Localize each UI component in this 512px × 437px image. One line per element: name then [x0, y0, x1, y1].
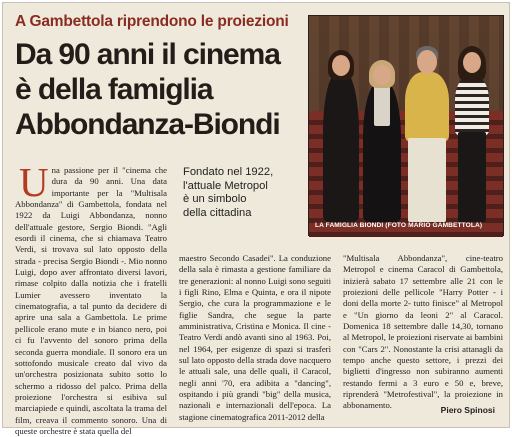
pull-quote	[183, 166, 303, 220]
kicker: A Gambettola riprendono le proiezioni	[15, 13, 289, 30]
photo-person	[323, 72, 359, 222]
pull-quote-line: Fondato nel 1922,	[183, 166, 274, 178]
photo-caption: LA FAMIGLIA BIONDI (FOTO MARIO GAMBETTOLA)	[315, 222, 483, 229]
pull-quote-line: l'attuale Metropol	[183, 179, 268, 192]
pull-quote-line: della cittadina	[183, 206, 252, 219]
photo-person-trousers	[458, 132, 486, 222]
headline-line: Abbondanza-Biondi	[15, 108, 280, 141]
photo-person	[405, 72, 449, 142]
headline-line: Da 90 anni il cinema	[15, 38, 280, 71]
drop-cap: U	[19, 159, 49, 205]
article-column-2	[179, 253, 331, 423]
family-photo	[308, 15, 504, 236]
photo-person-trousers	[408, 138, 446, 222]
photo-person-head	[373, 65, 391, 85]
headline	[15, 37, 309, 142]
author-signature: Piero Spinosi	[440, 405, 495, 415]
column-3-body: "Multisala Abbondanza", cine-teatro Metropol e cinema Caracol di Gambettola, inizierà sabato 17 settembre alle 21 con le proiezioni delle pellicole "Harry Potter - i doni della morte 2- tutto finisce" al Metropol e "Un giorno da leoni 2" al Caracol. Domenica 18 settembre dalle 14,30, tornano al Metropol, le proiezioni riservate ai bambini con "Cars 2". Nonostante la crisi attanagli da tempo anche questo settore, i prezzi dei biglietti d'ingresso non subiranno aumenti restando fermi a 3 euro e 50 e, breve, riprenderà "Metrofestival", la proiezione in abbonamento.	[343, 253, 503, 411]
photo-person-head	[417, 50, 437, 74]
photo-person-head	[332, 55, 350, 76]
column-1-text	[15, 159, 167, 437]
pull-quote-line: è un simbolo	[183, 193, 247, 205]
newspaper-clipping	[2, 2, 510, 436]
column-2-body: maestro Secondo Casadei". La conduzione della sala è rimasta a gestione familiare da tre generazioni: al nonno Luigi sono seguiti i figli Rino, Elma e Quinta, e ora il nipote Sergio, che cura la programmazione e le figlie Sandra, che segue la parte amministrativa, Cristina e Monica. Il cine - Teatro Verdi andò avanti sino al 1963. Poi, nel 1964, per esigenze di spazi si trasferì sul lato opposto della strada dove nacquero le attuali sale, una delle quali, il Caracol, negli anni '70, era adibita a "dancing", ospitando i più grandi "big" della musica, nazionali e internazionali dell'epoca. La stagione cinematografica 2011-2012 della	[179, 253, 331, 422]
photo-person	[455, 76, 489, 136]
headline-line: è della famiglia	[15, 73, 213, 106]
photo-person-head	[463, 52, 481, 73]
article-column-3	[343, 253, 503, 412]
article-column-1	[15, 159, 167, 437]
column-1-body: na passione per il "cinema che dura da 90 anni. Una data importante per la "Multisala Abbondanza" di Gambettola, fondata nel 1922 da Luigi Abbondanza, nonno dell'attuale gestore, Sergio Biondi. "Agli esordi il cinema, che si chiamava Teatro Verdi, si trovava sul lato opposto della strada - precisa Sergio Biondi -. Mio nonno Luigi, dopo aver affrontato diversi lavori, rimase colpito dalla notizia che i fratelli Lumier avessero inventato la cinematografia, a tal punto da decidere di aprire una sala a Gambettola. Le prime pellicole erano mute e in bianco nero, poi ci fu l'avvento del sonoro prima della seconda guerra mondiale. Il sonoro era un sottofondo musicale creato dal vivo da un'orchestra posizionata subito sotto lo schermo a ridosso del palco. Prima della proiezione l'orchestra si esibiva sul marciapiede e quindi, ascoltata la trama del film, creava il commento sonoro. Una di queste orchestre è stata quella del	[15, 165, 167, 436]
photo-person-shirt	[374, 86, 390, 126]
